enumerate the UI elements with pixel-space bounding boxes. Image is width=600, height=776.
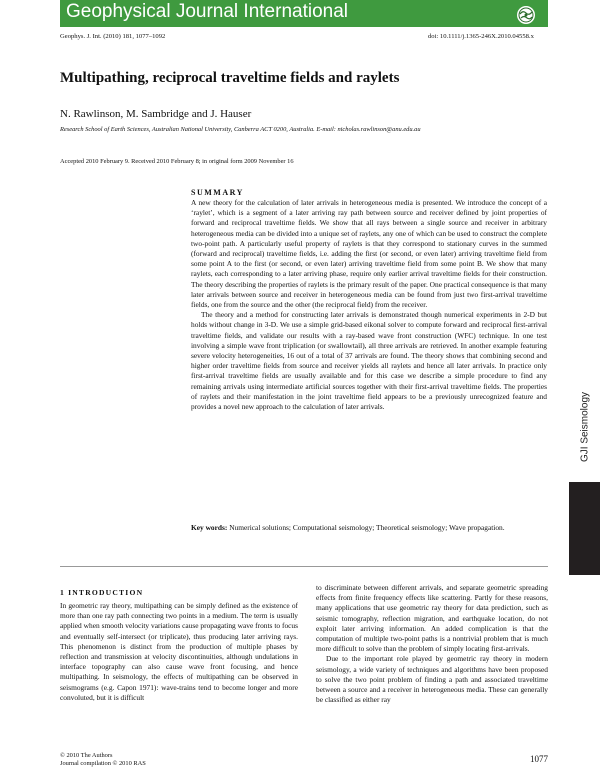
summary-heading: SUMMARY <box>191 188 244 197</box>
journal-title: Geophysical Journal International <box>66 1 349 22</box>
side-label-text: GJI Seismology <box>579 391 591 463</box>
section-divider <box>60 566 548 567</box>
keywords <box>191 523 547 534</box>
summary-paragraph: A new theory for the calculation of later arrivals in heterogeneous media is presented. We introduce the concept of a ‘raylet’, which is a segment of a later arriving ray path between source and receiver defined by joint properties of forward and reciprocal traveltime fields. We show that all rays between a single source and receiver in arbitrary heterogeneous media can be divided into a unique set of raylets, any one of which can be used to construct the complete two-point path. A particularly useful property of raylets is that they correspond to stationary curves in the summed (forward and reciprocal) traveltime fields, i.e. adding the first (or second, or even later) arriving traveltime field from some point A to the first (or second, or even later) arriving traveltime field from some point B. We show that many raylets, each corresponding to a later arriving phase, require only earlier arrival traveltime fields for their construction. The theory describing the properties of raylets is the primary result of the paper. One practical consequence is that many later arrivals between source and receiver in heterogeneous media can be found from just two first-arrival traveltime fields, one from the source and the other (the reciprocal field) from the receiver. <box>191 198 547 310</box>
column-left <box>60 601 298 703</box>
compilation-line: Journal compilation © 2010 RAS <box>60 760 146 767</box>
body-paragraph: In geometric ray theory, multipathing can be simply defined as the existence of more than one ray path connecting two points in a medium. The term is usually applied when smooth velocity variations cause propagating wave fronts to focus and eventually self-intersect (or triplicate), thus producing later arriving rays. This phenomenon is distinct from the production of multiple phases by reflection and transmission at velocity discontinuities, although undulations in interface topography can also cause wave front focusing, and hence multipathing. In seismology, the effects of multipathing can be observed in seismograms (e.g. Capon 1971): wave-trains tend to become longer and more convoluted, but it is difficult <box>60 601 298 702</box>
section-side-label <box>570 377 600 477</box>
body-paragraph: Due to the important role played by geometric ray theory in modern seismology, a wide variety of techniques and algorithms have been proposed to solve the two point problem of finding a path and associated traveltime between a source and a receiver in heterogeneous media. These can generally be classified as either ray <box>316 654 548 705</box>
affiliation: Research School of Earth Sciences, Australian National University, Canberra ACT 0200, Australia. E-mail: nicholas.rawlinson@anu.edu.au <box>60 126 421 133</box>
copyright-line: © 2010 The Authors <box>60 752 113 759</box>
column-right <box>316 583 548 705</box>
section-heading: 1 INTRODUCTION <box>60 588 144 597</box>
authors: N. Rawlinson, M. Sambridge and J. Hauser <box>60 108 252 120</box>
summary-paragraph: The theory and a method for constructing later arrivals is demonstrated though numerical experiments in 2-D but holds without change in 3-D. We use a simple grid-based eikonal solver to compute forward and reciprocal first-arrival traveltime fields, and validate our results with a ray-based wave front construction (WFC) technique. In one test involving a simple wave front triplication (or swallowtail), all three arrivals are retrieved. In another example featuring severe velocity heterogeneities, 16 out of a total of 37 arrivals are found. The theory shows that combining second and higher order traveltime fields from source and receiver yields all raylets and hence all later arrivals. In practice only first-arrival traveltime fields are usually available and for this case we describe a simple procedure to find any remaining arrivals using intermediate artificial sources together with their first-arrival traveltime fields. The properties of raylets and their manifestation in the joint traveltime field appears to be a previously unrecognized feature and provides a novel new approach to the calculation of later arrivals. <box>191 310 547 412</box>
citation: Geophys. J. Int. (2010) 181, 1077–1092 <box>60 33 166 40</box>
paper-title: Multipathing, reciprocal traveltime fields and raylets <box>60 70 400 86</box>
summary <box>191 198 547 412</box>
side-tab <box>569 482 600 575</box>
doi: doi: 10.1111/j.1365-246X.2010.04558.x <box>428 33 534 40</box>
received-dates: Accepted 2010 February 9. Received 2010 February 8; in original form 2009 November 16 <box>60 158 294 165</box>
body-paragraph: to discriminate between different arrivals, and separate geometric spreading effects from finite frequency effects like scattering. Partly for these reasons, many applications that use geometric ray theory for data prediction, such as seismic tomography, reflection migration, and earthquake location, do not exploit later arriving information. An added complication is that the computation of multiple two-point paths is a nontrivial problem that is much more difficult to solve than the problem of simply locating first-arrivals. <box>316 583 548 654</box>
keywords-text: Numerical solutions; Computational seismology; Theoretical seismology; Wave propagation. <box>227 523 505 532</box>
journal-logo-icon <box>512 4 540 26</box>
page-number: 1077 <box>530 754 548 764</box>
footer-copyright <box>60 752 146 768</box>
keywords-label: Key words: <box>191 523 228 532</box>
